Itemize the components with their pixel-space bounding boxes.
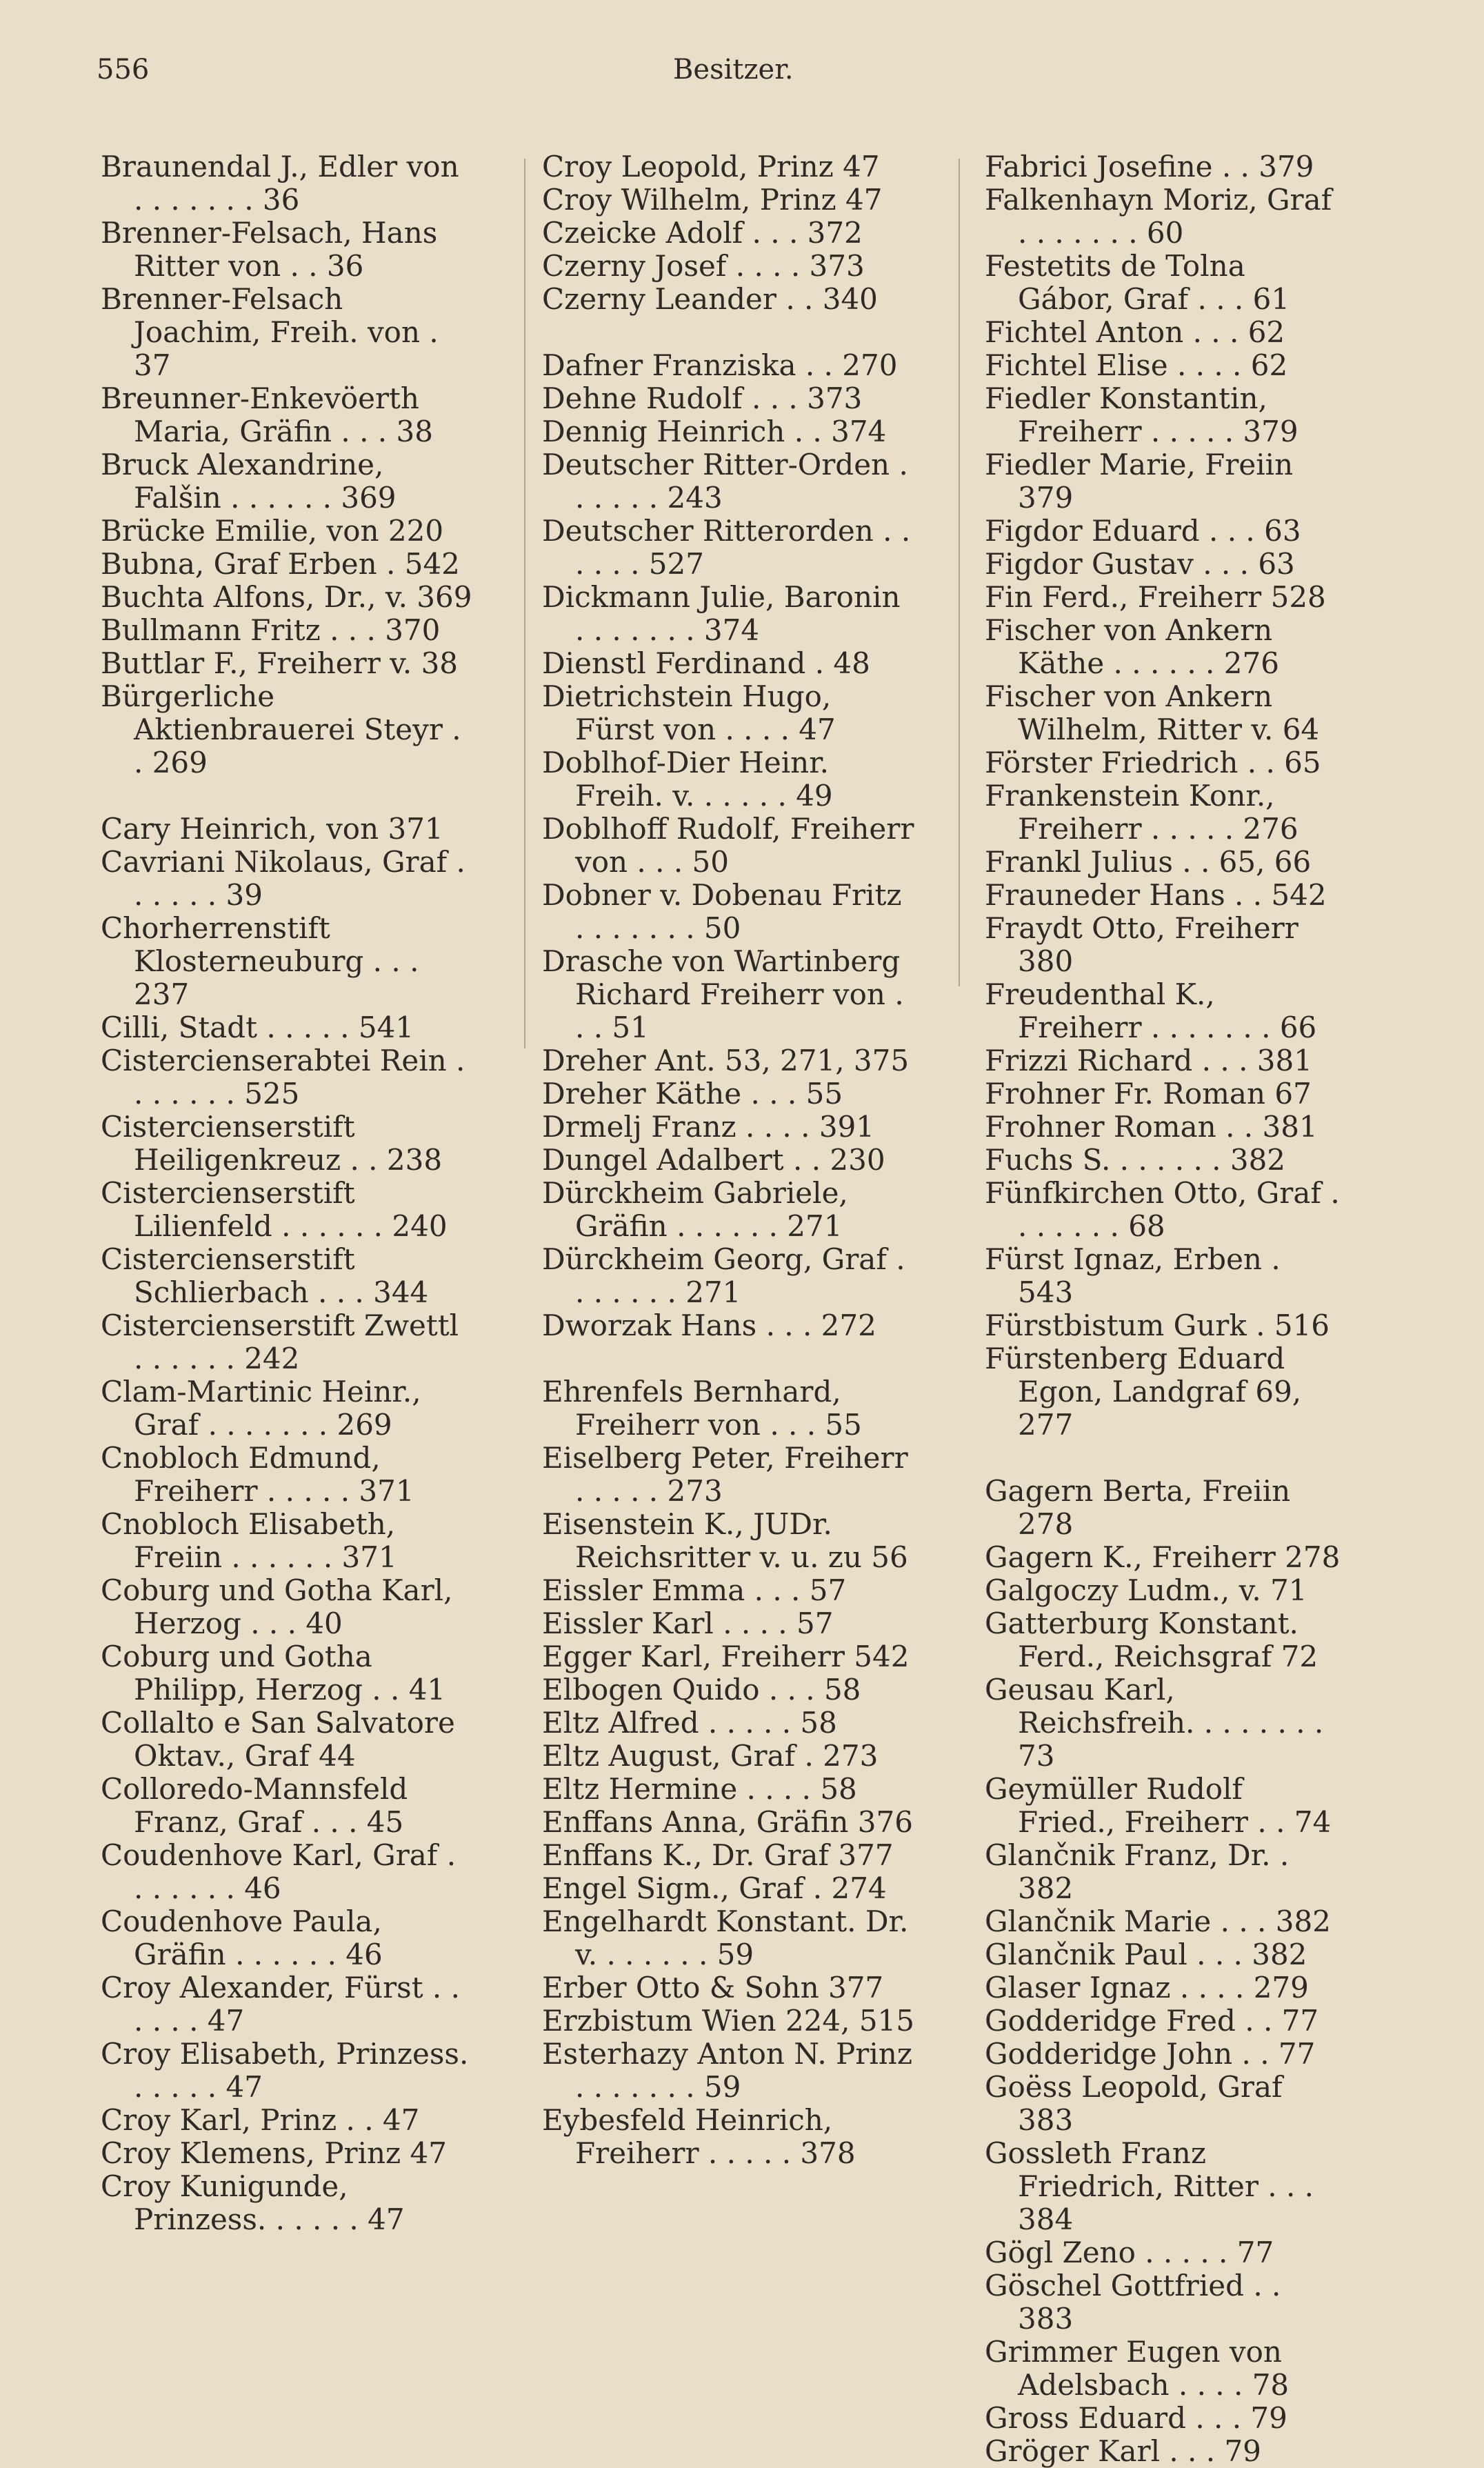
index-entry: Coburg und Gotha Philipp, Herzog . . 41 bbox=[101, 1640, 446, 1706]
index-entry: Fraydt Otto, Freiherr 380 bbox=[985, 911, 1298, 978]
index-entry: Esterhazy Anton N. Prinz . . . . . . . 59 bbox=[542, 2037, 912, 2104]
index-entry: Braunendal J., Edler von . . . . . . . 36 bbox=[101, 150, 459, 217]
index-entry: Fin Ferd., Freiherr 528 bbox=[985, 580, 1326, 614]
index-entry: Cilli, Stadt . . . . . 541 bbox=[101, 1011, 414, 1044]
index-entry: Glančnik Paul . . . 382 bbox=[985, 1938, 1307, 1971]
index-entry: Eltz August, Graf . 273 bbox=[542, 1739, 879, 1773]
index-entry: Croy Elisabeth, Prinzess. . . . . . 47 bbox=[101, 2037, 469, 2104]
index-entry: Dickmann Julie, Baronin . . . . . . . 374 bbox=[542, 580, 901, 647]
index-entry: Ehrenfels Bernhard, Freiherr von . . . 55 bbox=[542, 1375, 862, 1442]
index-entry: Glaser Ignaz . . . . 279 bbox=[985, 1971, 1309, 2004]
index-column-2 bbox=[542, 150, 914, 2170]
index-entry: Croy Alexander, Fürst . . . . . . 47 bbox=[101, 1971, 460, 2038]
index-entry: Eissler Karl . . . . 57 bbox=[542, 1606, 834, 1640]
index-entry: Förster Friedrich . . 65 bbox=[985, 746, 1321, 779]
index-entry: Geymüller Rudolf Fried., Freiherr . . 74 bbox=[985, 1772, 1332, 1839]
index-entry: Buchta Alfons, Dr., v. 369 bbox=[101, 580, 472, 614]
index-entry: Czerny Josef . . . . 373 bbox=[542, 249, 865, 283]
index-entry: Chorherrenstift Klosterneuburg . . . 237 bbox=[101, 911, 419, 1011]
index-entry: Czeicke Adolf . . . 372 bbox=[542, 216, 863, 250]
letter-gap bbox=[542, 316, 914, 349]
index-entry: Cistercienserstift Lilienfeld . . . . . . 240 bbox=[101, 1176, 448, 1243]
index-entry: Dungel Adalbert . . 230 bbox=[542, 1143, 885, 1177]
index-entry: Coudenhove Karl, Graf . . . . . . . 46 bbox=[101, 1838, 457, 1905]
index-column-1 bbox=[101, 150, 473, 2236]
index-entry: Glančnik Marie . . . 382 bbox=[985, 1904, 1331, 1938]
index-entry: Gagern Berta, Freiin 278 bbox=[985, 1474, 1291, 1541]
index-column-3 bbox=[985, 150, 1343, 2468]
index-entry: Fichtel Elise . . . . 62 bbox=[985, 348, 1288, 382]
column-divider bbox=[524, 159, 525, 1048]
index-entry: Drasche von Wartinberg Richard Freiherr von . . . 51 bbox=[542, 944, 904, 1044]
index-entry: Eisenstein K., JUDr. Reichsritter v. u. zu 56 bbox=[542, 1507, 908, 1574]
index-entry: Gröger Karl . . . 79 bbox=[985, 2434, 1261, 2468]
index-entry: Fichtel Anton . . . 62 bbox=[985, 315, 1285, 349]
index-entry: Doblhoff Rudolf, Freiherr von . . . 50 bbox=[542, 812, 914, 879]
index-entry: Dobner v. Dobenau Fritz . . . . . . . 50 bbox=[542, 878, 902, 945]
index-entry: Brenner-Felsach, Hans Ritter von . . 36 bbox=[101, 216, 438, 283]
index-entry: Gögl Zeno . . . . . 77 bbox=[985, 2236, 1274, 2269]
index-entry: Collalto e San Salvatore Oktav., Graf 44 bbox=[101, 1706, 455, 1773]
index-entry: Eissler Emma . . . 57 bbox=[542, 1573, 847, 1607]
index-entry: Cavriani Nikolaus, Graf . . . . . . 39 bbox=[101, 845, 465, 912]
index-entry: Festetits de Tolna Gábor, Graf . . . 61 bbox=[985, 249, 1290, 316]
index-entry: Eltz Alfred . . . . . 58 bbox=[542, 1706, 837, 1740]
index-entry: Dienstl Ferdinand . 48 bbox=[542, 646, 870, 680]
index-entry: Dürckheim Georg, Graf . . . . . . . 271 bbox=[542, 1242, 905, 1309]
index-entry: Bürgerliche Aktienbrauerei Steyr . . 269 bbox=[101, 679, 461, 779]
index-entry: Fischer von Ankern Wilhelm, Ritter v. 64 bbox=[985, 679, 1320, 746]
index-entry: Fuchs S. . . . . . . 382 bbox=[985, 1143, 1286, 1177]
index-entry: Croy Wilhelm, Prinz 47 bbox=[542, 183, 883, 217]
index-entry: Dafner Franziska . . 270 bbox=[542, 348, 898, 382]
index-entry: Croy Karl, Prinz . . 47 bbox=[101, 2103, 420, 2137]
index-entry: Frohner Fr. Roman 67 bbox=[985, 1077, 1312, 1111]
letter-gap bbox=[542, 1342, 914, 1375]
index-entry: Brücke Emilie, von 220 bbox=[101, 514, 444, 548]
index-entry: Egger Karl, Freiherr 542 bbox=[542, 1640, 910, 1673]
index-entry: Bullmann Fritz . . . 370 bbox=[101, 613, 441, 647]
index-entry: Gagern K., Freiherr 278 bbox=[985, 1540, 1341, 1574]
index-entry: Cnobloch Edmund, Freiherr . . . . . 371 bbox=[101, 1441, 414, 1508]
index-entry: Engelhardt Konstant. Dr. v. . . . . . . 59 bbox=[542, 1904, 909, 1971]
index-entry: Dennig Heinrich . . 374 bbox=[542, 415, 887, 448]
index-entry: Deutscher Ritterorden . . . . . . 527 bbox=[542, 514, 911, 581]
index-entry: Gossleth Franz Friedrich, Ritter . . . 384 bbox=[985, 2136, 1314, 2236]
running-head: Besitzer. bbox=[673, 54, 794, 86]
index-entry: Cistercienserstift Schlierbach . . . 344 bbox=[101, 1242, 429, 1309]
index-entry: Bruck Alexandrine, Falšin . . . . . . 369 bbox=[101, 448, 397, 515]
index-entry: Dürckheim Gabriele, Gräfin . . . . . . 271 bbox=[542, 1176, 848, 1243]
index-entry: Enffans K., Dr. Graf 377 bbox=[542, 1838, 894, 1872]
index-entry: Fabrici Josefine . . 379 bbox=[985, 150, 1314, 183]
index-entry: Geusau Karl, Reichsfreih. . . . . . . . 73 bbox=[985, 1673, 1324, 1773]
index-entry: Godderidge John . . 77 bbox=[985, 2037, 1316, 2071]
index-entry: Grimmer Eugen von Adelsbach . . . . 78 bbox=[985, 2335, 1290, 2402]
index-entry: Bubna, Graf Erben . 542 bbox=[101, 547, 460, 581]
index-entry: Fiedler Marie, Freiin 379 bbox=[985, 448, 1294, 515]
index-entry: Gatterburg Konstant. Ferd., Reichsgraf 72 bbox=[985, 1606, 1318, 1673]
letter-gap bbox=[101, 779, 473, 813]
index-entry: Dehne Rudolf . . . 373 bbox=[542, 381, 863, 415]
index-entry: Czerny Leander . . 340 bbox=[542, 282, 878, 316]
index-entry: Frankl Julius . . 65, 66 bbox=[985, 845, 1312, 879]
index-entry: Fünfkirchen Otto, Graf . . . . . . . 68 bbox=[985, 1176, 1340, 1243]
index-entry: Gross Eduard . . . 79 bbox=[985, 2401, 1287, 2435]
index-entry: Fürstbistum Gurk . 516 bbox=[985, 1308, 1330, 1342]
page-number: 556 bbox=[97, 54, 150, 86]
index-entry: Fischer von Ankern Käthe . . . . . . 276 bbox=[985, 613, 1279, 680]
index-entry: Göschel Gottfried . . 383 bbox=[985, 2269, 1281, 2336]
index-entry: Engel Sigm., Graf . 274 bbox=[542, 1871, 887, 1905]
index-entry: Coburg und Gotha Karl, Herzog . . . 40 bbox=[101, 1573, 453, 1640]
index-entry: Clam-Martinic Heinr., Graf . . . . . . . 269 bbox=[101, 1375, 421, 1442]
index-entry: Elbogen Quido . . . 58 bbox=[542, 1673, 861, 1706]
index-entry: Erber Otto & Sohn 377 bbox=[542, 1971, 884, 2004]
index-entry: Cnobloch Elisabeth, Freiin . . . . . . 371 bbox=[101, 1507, 397, 1574]
index-entry: Godderidge Fred . . 77 bbox=[985, 2004, 1319, 2038]
index-entry: Eltz Hermine . . . . 58 bbox=[542, 1772, 857, 1806]
index-entry: Eybesfeld Heinrich, Freiherr . . . . . 378 bbox=[542, 2103, 856, 2170]
letter-gap bbox=[985, 1442, 1343, 1475]
index-entry: Fiedler Konstantin, Freiherr . . . . . 379 bbox=[985, 381, 1298, 448]
index-entry: Doblhof-Dier Heinr. Freih. v. . . . . . 49 bbox=[542, 746, 833, 813]
index-entry: Croy Kunigunde, Prinzess. . . . . . 47 bbox=[101, 2169, 405, 2236]
index-entry: Frizzi Richard . . . 381 bbox=[985, 1044, 1312, 1077]
index-entry: Dreher Ant. 53, 271, 375 bbox=[542, 1044, 910, 1077]
index-entry: Enffans Anna, Gräfin 376 bbox=[542, 1805, 913, 1839]
index-entry: Frankenstein Konr., Freiherr . . . . . 276 bbox=[985, 779, 1298, 846]
index-entry: Freudenthal K., Freiherr . . . . . . . 66 bbox=[985, 977, 1317, 1044]
index-entry: Deutscher Ritter-Orden . . . . . . 243 bbox=[542, 448, 908, 515]
index-entry: Figdor Gustav . . . 63 bbox=[985, 547, 1295, 581]
index-entry: Fürst Ignaz, Erben . 543 bbox=[985, 1242, 1281, 1309]
index-entry: Coudenhove Paula, Gräfin . . . . . . 46 bbox=[101, 1904, 383, 1971]
index-entry: Croy Leopold, Prinz 47 bbox=[542, 150, 880, 183]
index-entry: Breunner-Enkevöerth Maria, Gräfin . . . 38 bbox=[101, 381, 433, 448]
column-divider bbox=[959, 159, 960, 986]
index-entry: Drmelj Franz . . . . 391 bbox=[542, 1110, 874, 1144]
index-entry: Dworzak Hans . . . 272 bbox=[542, 1308, 876, 1342]
index-entry: Cistercienserstift Heiligenkreuz . . 238 bbox=[101, 1110, 443, 1177]
index-entry: Glančnik Franz, Dr. . 382 bbox=[985, 1838, 1290, 1905]
index-entry: Colloredo-Mannsfeld Franz, Graf . . . 45 bbox=[101, 1772, 408, 1839]
index-entry: Frauneder Hans . . 542 bbox=[985, 878, 1327, 912]
index-entry: Figdor Eduard . . . 63 bbox=[985, 514, 1301, 548]
index-entry: Dietrichstein Hugo, Fürst von . . . . 47 bbox=[542, 679, 836, 746]
index-entry: Fürstenberg Eduard Egon, Landgraf 69, 277 bbox=[985, 1342, 1302, 1442]
index-entry: Frohner Roman . . 381 bbox=[985, 1110, 1318, 1144]
index-entry: Erzbistum Wien 224, 515 bbox=[542, 2004, 914, 2038]
index-entry: Buttlar F., Freiherr v. 38 bbox=[101, 646, 459, 680]
index-entry: Cistercienserstift Zwettl . . . . . . 242 bbox=[101, 1308, 459, 1375]
index-entry: Cistercienserabtei Rein . . . . . . . 525 bbox=[101, 1044, 465, 1111]
index-entry: Cary Heinrich, von 371 bbox=[101, 812, 443, 846]
index-entry: Goëss Leopold, Graf 383 bbox=[985, 2070, 1283, 2137]
index-entry: Croy Klemens, Prinz 47 bbox=[101, 2136, 447, 2170]
index-entry: Brenner-Felsach Joachim, Freih. von . 37 bbox=[101, 282, 439, 382]
index-entry: Galgoczy Ludm., v. 71 bbox=[985, 1573, 1307, 1607]
index-entry: Falkenhayn Moriz, Graf . . . . . . . 60 bbox=[985, 183, 1332, 250]
index-entry: Dreher Käthe . . . 55 bbox=[542, 1077, 843, 1111]
index-entry: Eiselberg Peter, Freiherr . . . . . 273 bbox=[542, 1441, 908, 1508]
